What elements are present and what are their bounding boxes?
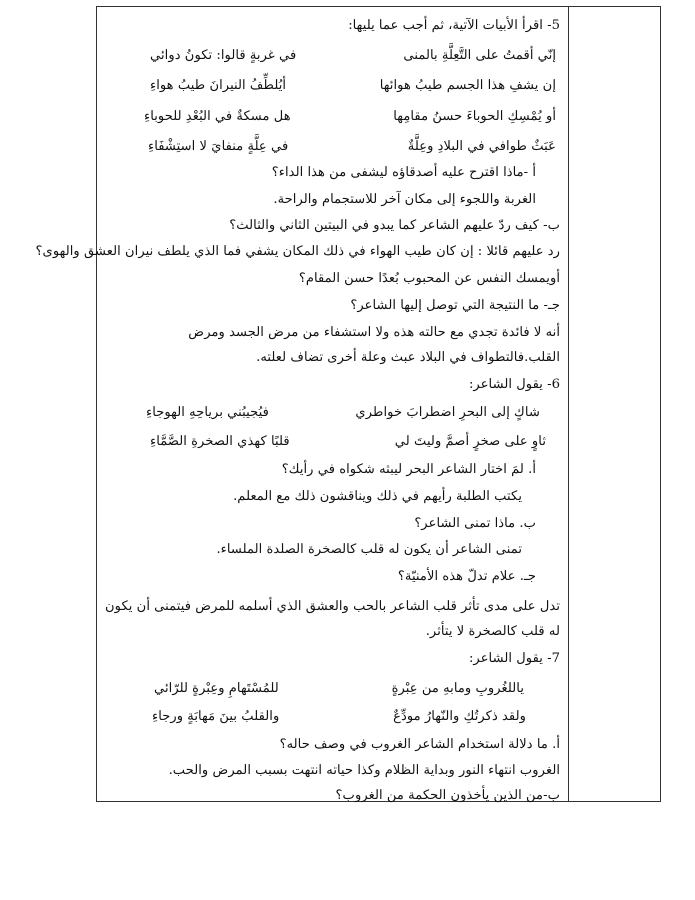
q5-answer-b-line2: أويمسك النفس عن المحبوب بُعدًا حسن المقام؟ <box>298 271 560 286</box>
q7-verse1-second-hemistich: للمُسْتَهامِ وعِبْرةٍ للرّائي <box>154 681 279 696</box>
q7-verse2-first-hemistich: ولقد ذكرتُكِ والنّهارُ مودِّعٌ <box>393 709 526 724</box>
q5-verse3-second-hemistich: هل مسكةٌ في البُعْدِ للحوباءِ <box>144 109 291 124</box>
q5-answer-b-line1: رد عليهم قائلا : إن كان طيب الهواء في ذلك المكان يشفي فما الذي يلطف نيران العشق والهوى؟ <box>35 244 560 259</box>
q5-verse2-second-hemistich: أيُلطِّفُ النيرانَ طيبُ هواءِ <box>150 78 287 93</box>
q5-verse1-second-hemistich: في غربةٍ قالوا: تكونُ دوائي <box>150 48 297 63</box>
q6-answer-c: تدل على مدى تأثر قلب الشاعر بالحب والعشق الذي أسلمه للمرض فيتمنى أن يكون له قلب كالصخرة لا يتأثر. <box>105 599 560 639</box>
answer-cell <box>35 8 564 803</box>
side-cell <box>569 7 660 801</box>
q5-verse4-second-hemistich: في عِلَّةٍ منفايَ لا استِشْفَاءِ <box>148 139 289 154</box>
q6-verse1-first-hemistich: شاكٍ إلى البحرِ اضطرابَ خواطري <box>355 405 540 420</box>
q6-question-a: أ. لمَ اختار الشاعر البحر ليبثه شكواه في رأيك؟ <box>281 462 536 477</box>
q5-answer-a: الغربة واللجوء إلى مكان آخر للاستجمام والراحة. <box>273 192 536 207</box>
q6-question-c: جـ. علام تدلّ هذه الأمنيّة؟ <box>397 569 536 584</box>
q5-verse3-first-hemistich: أو يُمْسِكِ الحوباءَ حسنُ مقامِها <box>393 109 556 124</box>
q5-verse2-first-hemistich: إن يشفِ هذا الجسم طيبُ هوائها <box>379 78 556 93</box>
q5-heading: 5- اقرأ الأبيات الآتية، ثم أجب عما يليها: <box>348 18 560 33</box>
q7-question-a: أ. ما دلالة استخدام الشاعر الغروب في وصف حاله؟ <box>279 737 560 752</box>
q7-question-b: ب-من الذين يأخذون الحكمة من الغروب؟ <box>335 788 560 803</box>
q5-question-b: ب- كيف ردّ عليهم الشاعر كما يبدو في البيتين الثاني والثالث؟ <box>229 218 560 233</box>
q7-verse2-second-hemistich: والقلبُ بينَ مَهابَةٍ ورجاءِ <box>152 709 280 724</box>
q5-question-a: أ -ماذا اقترح عليه أصدقاؤه ليشفى من هذا الداء؟ <box>271 165 536 180</box>
q6-answer-a: يكتب الطلبة رأيهم في ذلك ويناقشون ذلك مع المعلم. <box>233 489 522 504</box>
q6-verse2-second-hemistich: قلبًا كهذي الصخرةِ الصَّمَّاءِ <box>150 434 290 449</box>
q6-answer-b: تمنى الشاعر أن يكون له قلب كالصخرة الصلدة الملساء. <box>216 542 522 557</box>
q5-question-c: جـ- ما النتيجة التي توصل إليها الشاعر؟ <box>350 298 560 313</box>
q5-verse1-first-hemistich: إنّي أقمتُ على التَّعِلَّةِ بالمنى <box>403 48 556 63</box>
q6-heading: 6- يقول الشاعر: <box>468 377 560 392</box>
q5-verse4-first-hemistich: عَبَثٌ طوافي في البلادِ وعِلَّةٌ <box>407 139 556 154</box>
q6-verse1-second-hemistich: فيُجيبُني برياحِهِ الهوجاءِ <box>146 405 269 420</box>
q7-answer-a: الغروب انتهاء النور وبداية الظلام وكذا حياته انتهت بسبب المرض والحب. <box>168 763 560 778</box>
q7-heading: 7- يقول الشاعر: <box>468 651 560 666</box>
q7-verse1-first-hemistich: ياللغُروبِ ومابهِ من عِبْرةٍ <box>391 681 524 696</box>
q6-verse2-first-hemistich: ثاوٍ على صخرٍ أصمَّ وليتَ لي <box>394 434 546 449</box>
q5-answer-c: أنه لا فائدة تجدي مع حالته هذه ولا استشفاء من مرض الجسد ومرض القلب.فالتطواف في البلاد عبث وعلة أخرى تضاف لعلته. <box>188 325 560 365</box>
q6-question-b: ب. ماذا تمنى الشاعر؟ <box>414 516 536 531</box>
